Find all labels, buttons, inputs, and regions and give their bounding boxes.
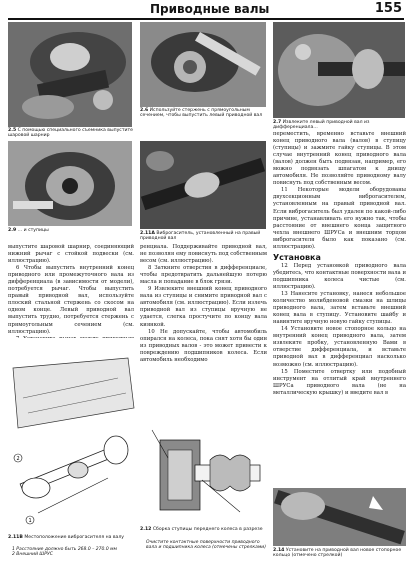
paragraph: ренциала. Поддерживайте приводной вал, не позволяя ему повиснуть под собственным весом (см. иллюстрацию). (140, 244, 267, 265)
paragraph-step-10: 10 Не допускайте, чтобы автомобиль опирался на колеса, пока снят хотя бы один из приводных валов - это может привести к повреждению подшипников колеса. Если автомобиль необходимо (140, 328, 267, 363)
legend-fig-2-11b (12, 547, 138, 558)
photo-vibration-damper (140, 141, 266, 229)
paragraph-step-9: 9 Извлеките внешний конец приводного вала из ступицы и снимите приводной вал с автомобиля (см. иллюстрацию). Если излечь приводной вал из ступицы вручную не удается, слегка простучите по концу вала киянкой. (140, 286, 267, 328)
diagram-damper-location (8, 338, 136, 532)
text-column-3 (273, 131, 406, 397)
photo-square-bar-lever (140, 22, 266, 107)
section-title-installation: Установка (273, 252, 321, 262)
legend-item-1: 1 Расстояние должно быть 268.0 – 270.0 мм (12, 547, 117, 552)
paragraph-step-14: 14 Установите новое стопорное кольцо на внутренний конец приводного вала, затем извлеките пробку, установленную Вами в отверстие дифференциала, и вставьте приводной вал в дифференциал насколько возможно (см. иллюстрацию). (273, 326, 406, 368)
paragraph-step-6: 6 Чтобы выпустить внутренний конец приводного или промежуточного вала из дифференциала (в зависимости от модели), потребуется рычаг. Чтобы выпустить правый приводной вал, используйте плоский стальной стержень со скосом на одном конце. Левый приводной вал выпустить трудно, потребуется стержень с прямоугольным сечением (см. иллюстрацию). (8, 265, 134, 335)
caption-fig-2-9: 2.9 … и ступицы (8, 228, 49, 233)
caption-fig-2-7: 2.7 Извлеките левый приводной вал из дифференциала… (273, 120, 370, 131)
diagram-hub-cutaway (140, 420, 268, 525)
page-title: Приводные валы (150, 2, 270, 16)
photo-hub-removal (8, 141, 132, 226)
photo-ball-joint-puller (8, 22, 132, 127)
caption-fig-2-11a: 2.11А Виброгаситель, установленный на правый приводной вал (140, 231, 261, 242)
paragraph: переместить, временно вставьте внешний конец приводного вала (валов) в ступицу (ступицы) и зажмите гайку ступицы. В этом случае внутренний конец приводного вала (валов) должен быть подвязан, например, его можно подвязать шпагатом к днищу автомобиля. Не позволяйте приводному валу повиснуть под собственным весом. (273, 131, 406, 187)
paragraph: выпустите шаровой шарнир, соединяющий нижний рычаг с стойкой подвески (см. иллюстрацию). (8, 244, 134, 265)
caption-fig-2-5: 2.5 С помощью специального съемника выпустите шаровой шарнир (8, 128, 134, 139)
caption-fig-2-11b: 2.11В Местоположение виброгасителя на валу (8, 535, 125, 540)
paragraph-step-11: 11 Некоторые модели оборудованы двухсекционным виброгасителем, установленным на правый приводной вал. Если виброгаситель был удален по какой-либо причине, устанавливать его нужно так, чтобы расстояние от внешнего конца защитного чехла внешнего ШРУСа и внешним торцом виброгасителя было как показано (см. иллюстрацию). (273, 187, 406, 250)
caption-fig-2-12: 2.12 Сборка ступицы переднего колеса в разрезе (140, 527, 263, 532)
photo-circlip-install (273, 488, 406, 546)
paragraph-step-12: 12 Перед установкой приводного вала убедитесь, что контактные поверхности вала и подшипника колеса чистые (см. иллюстрацию). (273, 262, 406, 290)
paragraph-step-8: 8 Заткните отверстия в дифференциале, чтобы предотвратить дальнейшую потерю масла и попадание в блок грязи. (140, 265, 267, 286)
page-header (0, 0, 412, 20)
photo-left-driveshaft-removal (273, 22, 405, 118)
callout-1: 1 (28, 518, 32, 524)
note-fig-2-12: Очистите контактные поверхности приводного вала и подшипника колеса (отмечены стрелками) (146, 540, 266, 551)
caption-fig-2-14: 2.14 Установите на приводной вал новое стопорное кольцо (отмечено стрелкой) (273, 548, 402, 559)
legend-item-2: 2 Внешний ШРУС (12, 552, 53, 558)
caption-fig-2-6: 2.6 Используйте стержень с прямоугольным сечением, чтобы выпустить левый приводной вал (140, 108, 263, 119)
header-rule (8, 18, 404, 20)
page-number: 155 (374, 1, 402, 16)
callout-2: 2 (16, 456, 20, 462)
paragraph-step-15: 15 Поместите отвертку или подобный инструмент на отлитый край внутреннего ШРУСа приводного вала (не на металлическую крышку) и введите вал в (273, 368, 406, 396)
text-column-2 (140, 244, 267, 364)
paragraph-step-13: 13 Нанесите установку, нанеся небольшое количество молибденовой смазки на шлицы приводного вала, затем вставьте внешний конец вала в ступицу. Установите шайбу и навинтите вручную новую гайку ступицы. (273, 291, 406, 326)
